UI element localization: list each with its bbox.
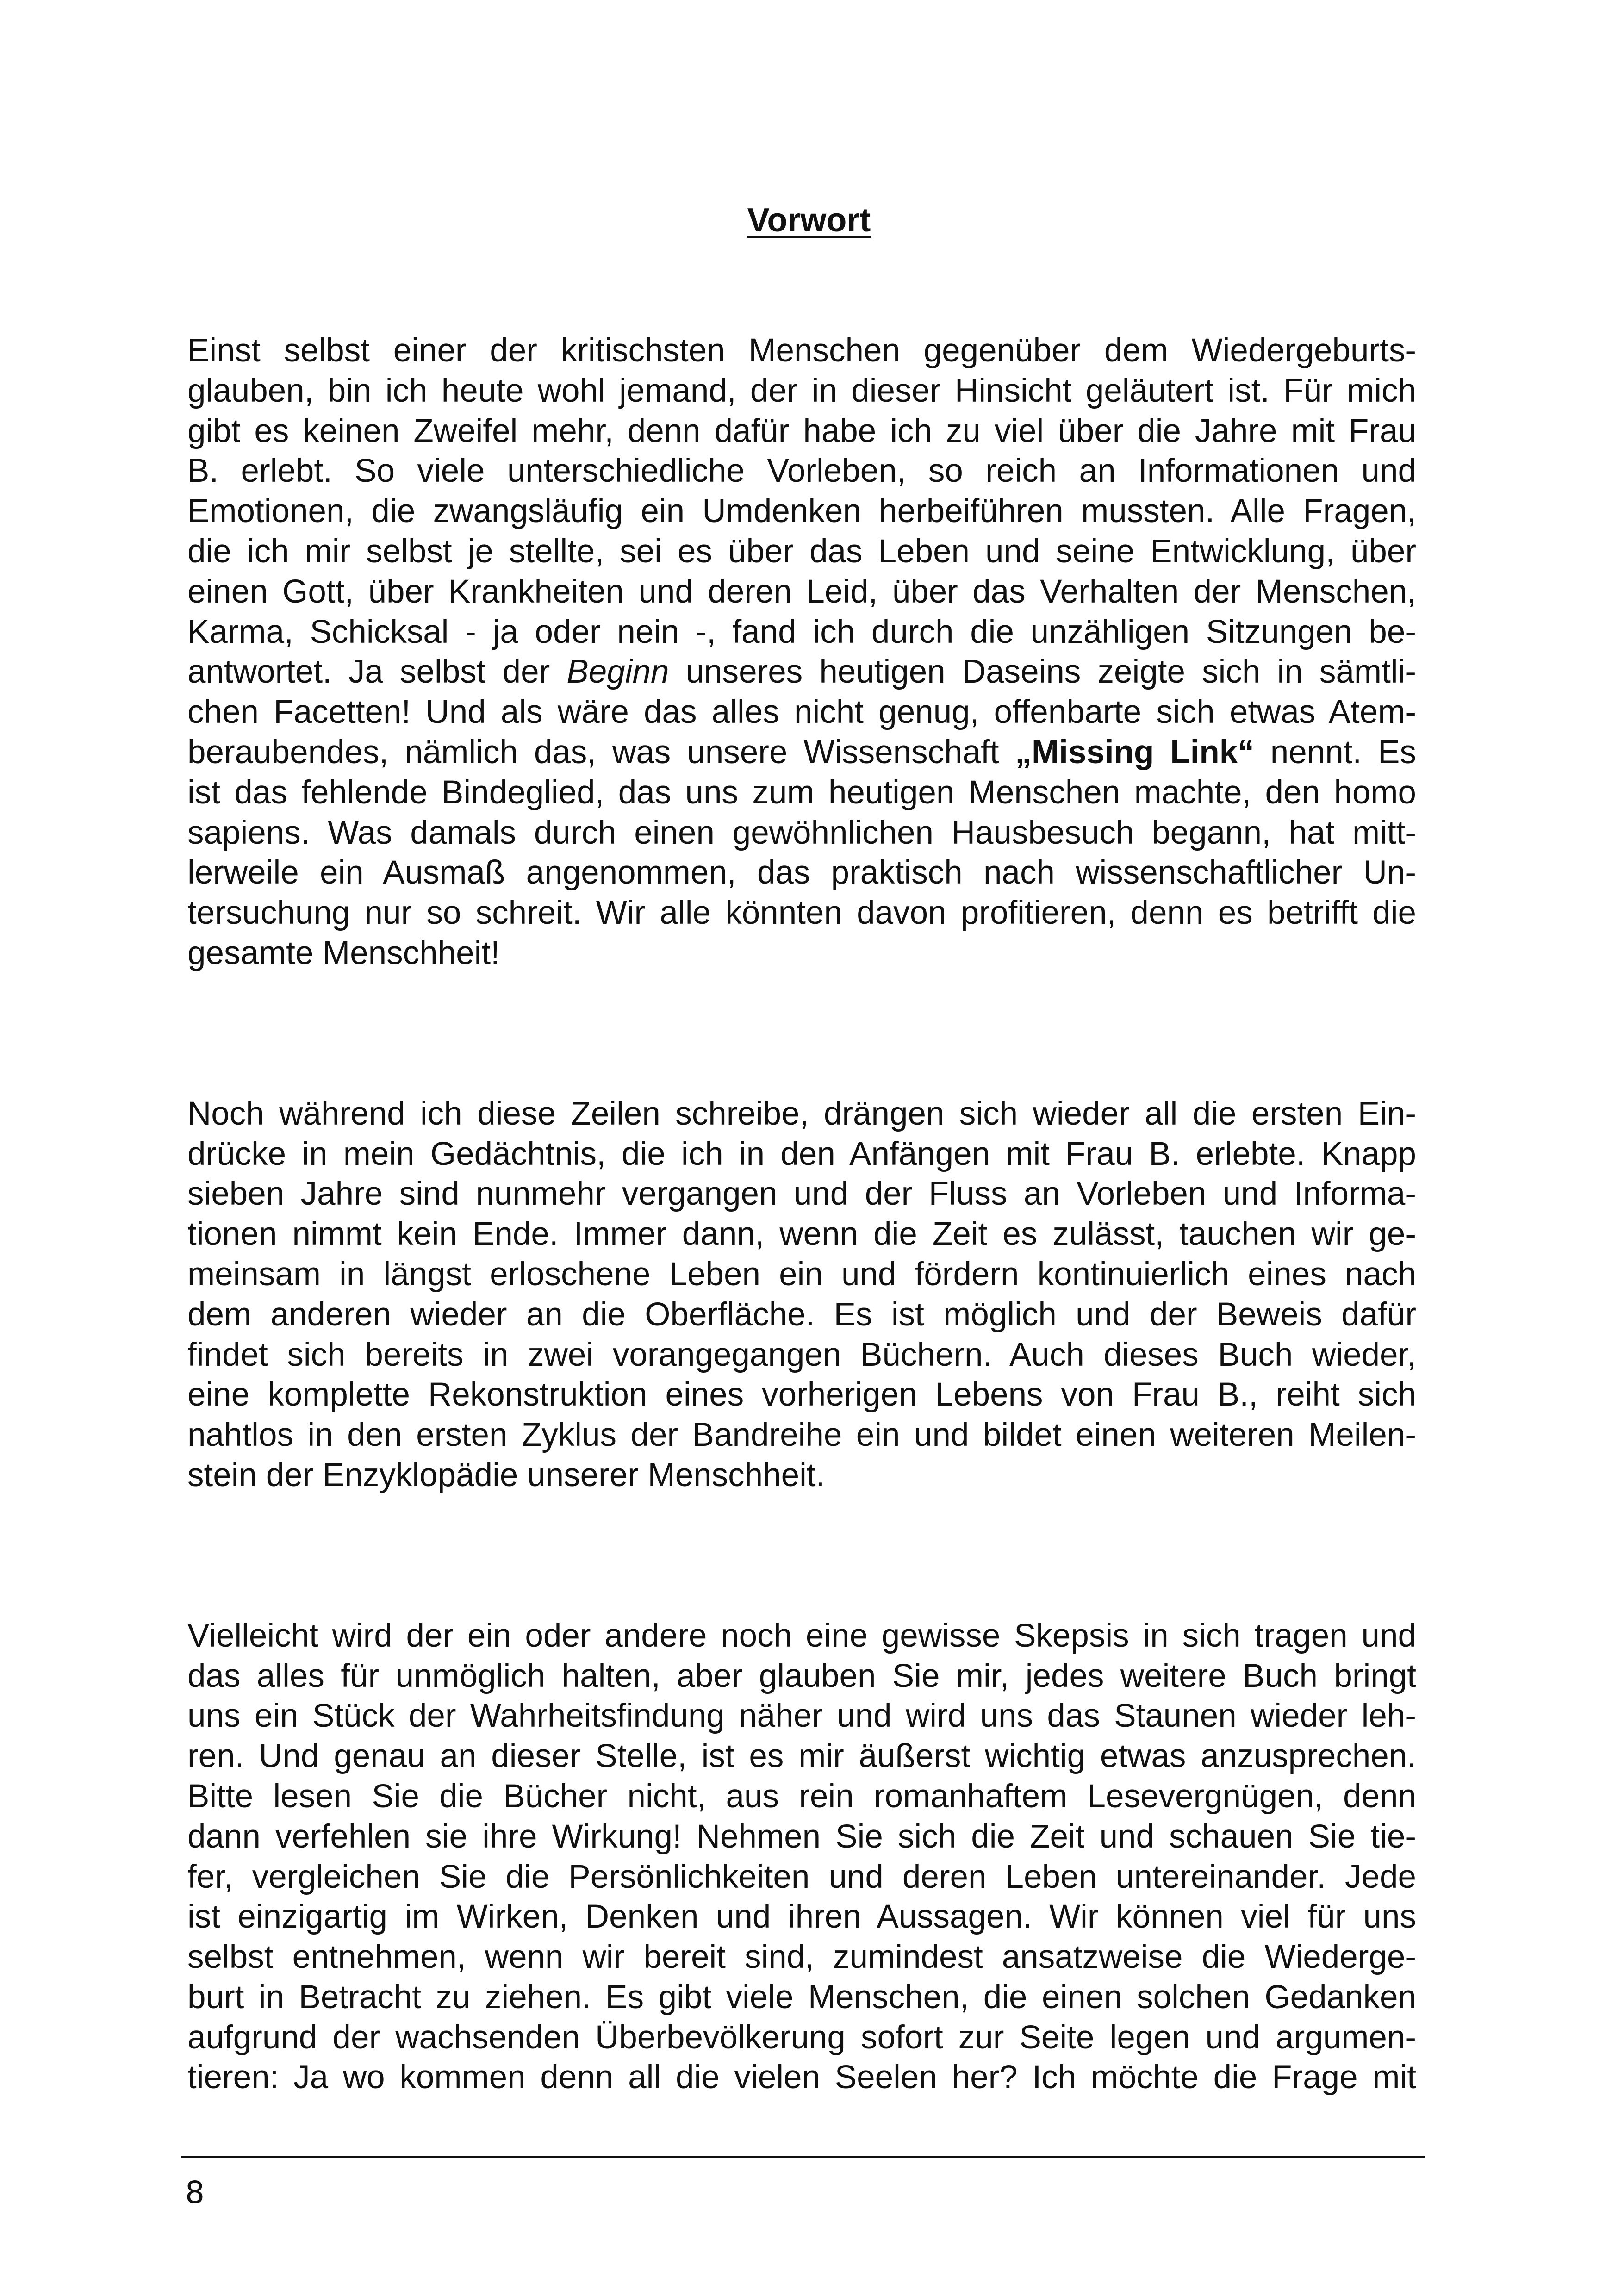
text-line: sapiens. Was damals durch einen gewöhnlichen Hausbesuch begann, hat mitt-: [187, 814, 1416, 851]
emphasis-missing-link: „Missing Link“: [1015, 734, 1254, 771]
text-line: stein der Enzyklopädie unserer Menschheit.: [187, 1456, 825, 1493]
text-line: fer, vergleichen Sie die Persönlichkeiten und deren Leben untereinander. Jede: [187, 1858, 1416, 1895]
text-line: tersuchung nur so schreit. Wir alle könnten davon profitieren, denn es betrifft die: [187, 895, 1416, 932]
text-line: dem anderen wieder an die Oberfläche. Es ist möglich und der Beweis dafür: [187, 1296, 1416, 1333]
chapter-title: Vorwort: [747, 202, 871, 239]
text-line: lerweile ein Ausmaß angenommen, das praktisch nach wissenschaftlicher Un-: [187, 854, 1416, 891]
text-line: antwortet. Ja selbst der Beginn unseres heutigen Daseins zeigte sich in sämtli-: [187, 653, 1416, 691]
text-line: ist das fehlende Bindeglied, das uns zum heutigen Menschen machte, den homo: [187, 774, 1416, 811]
text-line: ist einzigartig im Wirken, Denken und ihren Aussagen. Wir können viel für uns: [187, 1898, 1416, 1935]
text-line: Einst selbst einer der kritischsten Menschen gegenüber dem Wiedergeburts-: [187, 332, 1416, 369]
text-line: gesamte Menschheit!: [187, 934, 500, 971]
emphasis-beginn: Beginn: [566, 653, 669, 691]
text-line: aufgrund der wachsenden Überbevölkerung sofort zur Seite legen und argumen-: [187, 2019, 1416, 2056]
text-line: burt in Betracht zu ziehen. Es gibt viele Menschen, die einen solchen Gedanken: [187, 1979, 1416, 2016]
page-number: 8: [185, 2175, 205, 2210]
text-line: Vielleicht wird der ein oder andere noch eine gewisse Skepsis in sich tragen und: [187, 1617, 1416, 1654]
paragraph-1: [187, 331, 1416, 974]
paragraph-3: [187, 1616, 1416, 2098]
text-line: uns ein Stück der Wahrheitsfindung näher und wird uns das Staunen wieder leh-: [187, 1698, 1416, 1735]
text-line: ren. Und genau an dieser Stelle, ist es mir äußerst wichtig etwas anzusprechen.: [187, 1738, 1416, 1775]
text-line: glauben, bin ich heute wohl jemand, der in dieser Hinsicht geläutert ist. Für mich: [187, 372, 1416, 409]
text-line: das alles für unmöglich halten, aber glauben Sie mir, jedes weitere Buch bringt: [187, 1657, 1416, 1694]
text-line: die ich mir selbst je stellte, sei es über das Leben und seine Entwicklung, über: [187, 533, 1416, 570]
text-line: drücke in mein Gedächtnis, die ich in den Anfängen mit Frau B. erlebte. Knapp: [187, 1135, 1416, 1172]
text-line: Bitte lesen Sie die Bücher nicht, aus rein romanhaftem Lesevergnügen, denn: [187, 1778, 1416, 1815]
text-line: dann verfehlen sie ihre Wirkung! Nehmen Sie sich die Zeit und schauen Sie tie-: [187, 1818, 1416, 1855]
text-line: tionen nimmt kein Ende. Immer dann, wenn die Zeit es zulässt, tauchen wir ge-: [187, 1216, 1416, 1253]
text-line: nahtlos in den ersten Zyklus der Bandreihe ein und bildet einen weiteren Meilen-: [187, 1417, 1416, 1454]
text-line: einen Gott, über Krankheiten und deren Leid, über das Verhalten der Menschen,: [187, 573, 1416, 610]
text-line: eine komplette Rekonstruktion eines vorherigen Lebens von Frau B., reiht sich: [187, 1376, 1416, 1413]
text-line: B. erlebt. So viele unterschiedliche Vorleben, so reich an Informationen und: [187, 453, 1416, 490]
text-line: beraubendes, nämlich das, was unsere Wissenschaft „Missing Link“ nennt. Es: [187, 734, 1416, 771]
text-line: meinsam in längst erloschene Leben ein und fördern kontinuierlich eines nach: [187, 1256, 1416, 1293]
paragraph-2: [187, 1094, 1416, 1496]
text-line: Noch während ich diese Zeilen schreibe, drängen sich wieder all die ersten Ein-: [187, 1095, 1416, 1132]
text-line: chen Facetten! Und als wäre das alles nicht genug, offenbarte sich etwas Atem-: [187, 694, 1416, 731]
footer-divider: [181, 2156, 1425, 2158]
text-line: selbst entnehmen, wenn wir bereit sind, zumindest ansatzweise die Wiederge-: [187, 1939, 1416, 1976]
text-line: tieren: Ja wo kommen denn all die vielen Seelen her? Ich möchte die Frage mit: [187, 2059, 1416, 2096]
text-line: findet sich bereits in zwei vorangegangen Büchern. Auch dieses Buch wieder,: [187, 1336, 1416, 1373]
text-line: Emotionen, die zwangsläufig ein Umdenken herbeiführen mussten. Alle Fragen,: [187, 493, 1416, 530]
body-text: [187, 331, 1416, 2098]
text-line: gibt es keinen Zweifel mehr, denn dafür habe ich zu viel über die Jahre mit Frau: [187, 412, 1416, 449]
text-line: Karma, Schicksal - ja oder nein -, fand ich durch die unzähligen Sitzungen be-: [187, 613, 1416, 650]
text-line: sieben Jahre sind nunmehr vergangen und der Fluss an Vorleben und Informa-: [187, 1176, 1416, 1213]
